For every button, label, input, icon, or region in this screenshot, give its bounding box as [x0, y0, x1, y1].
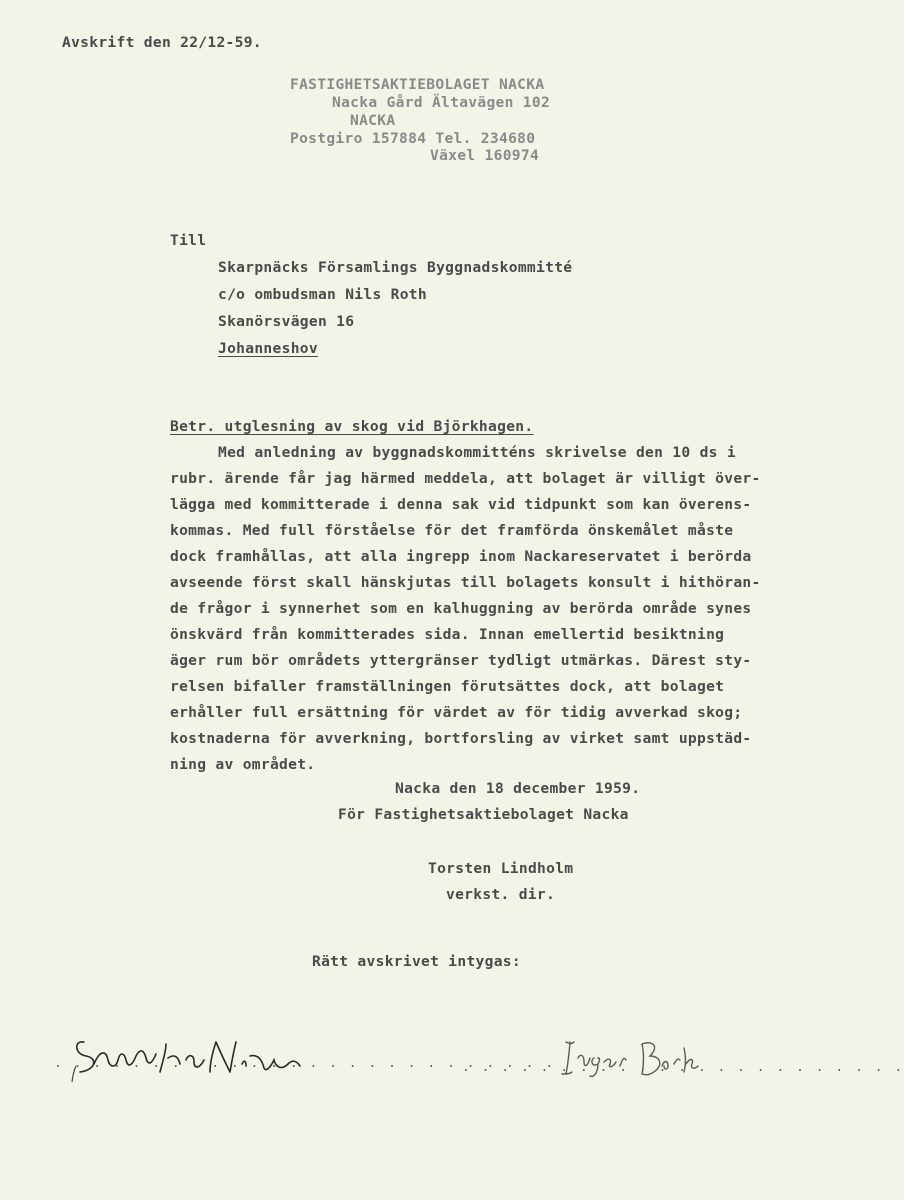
handwritten-signature-left: [70, 1020, 310, 1080]
body-line: äger rum bör områdets yttergränser tydligt utmärkas. Därest sty-: [170, 652, 752, 669]
body-line: de frågor i synnerhet som en kalhuggning av berörda område synes: [170, 600, 752, 617]
letterhead-postgiro-phone: Postgiro 157884 Tel. 234680: [290, 130, 536, 147]
signatory-name: Torsten Lindholm: [428, 860, 574, 877]
certification-line: Rätt avskrivet intygas:: [312, 953, 521, 970]
on-behalf-line: För Fastighetsaktiebolaget Nacka: [338, 806, 629, 823]
letterhead-exchange: Växel 160974: [430, 147, 540, 164]
recipient-line: Skarpnäcks Församlings Byggnadskommitté: [218, 259, 573, 276]
recipient-line: Skanörsvägen 16: [218, 313, 355, 330]
signature-line-left: . . . . . . . . . . . . . . . . . . . . . . . . . .: [54, 1056, 556, 1071]
signature-line-right: . . . . . . . . . . . . . . . . . . . . . . .: [462, 1060, 904, 1075]
body-line: önskvärd från kommitterades sida. Innan emellertid besiktning: [170, 626, 725, 643]
handwritten-signature-right: [560, 1030, 700, 1080]
transcript-date-note: Avskrift den 22/12-59.: [62, 34, 262, 51]
body-line: kostnaderna för avverkning, bortforsling av virket samt uppstäd-: [170, 730, 752, 747]
body-line: relsen bifaller framställningen förutsättes dock, att bolaget: [170, 678, 725, 695]
dateline: Nacka den 18 december 1959.: [395, 780, 641, 797]
recipient-city: Johanneshov: [218, 340, 318, 357]
signatory-title: verkst. dir.: [446, 886, 556, 903]
body-line: dock framhållas, att alla ingrepp inom Nackareservatet i berörda: [170, 548, 752, 565]
body-line: lägga med kommitterade i denna sak vid tidpunkt som kan överens-: [170, 496, 752, 513]
body-line: ning av området.: [170, 756, 316, 773]
recipient-line: c/o ombudsman Nils Roth: [218, 286, 427, 303]
letterhead-city: NACKA: [350, 112, 396, 129]
body-line: Med anledning av byggnadskommitténs skrivelse den 10 ds i: [218, 444, 736, 461]
letter-subject: Betr. utglesning av skog vid Björkhagen.: [170, 418, 534, 435]
recipient-to-label: Till: [170, 232, 207, 249]
body-line: erhåller full ersättning för värdet av för tidig avverkad skog;: [170, 704, 743, 721]
body-line: rubr. ärende får jag härmed meddela, att bolaget är villigt över-: [170, 470, 761, 487]
body-line: kommas. Med full förståelse för det framförda önskemålet måste: [170, 522, 734, 539]
letterhead-company: FASTIGHETSAKTIEBOLAGET NACKA: [290, 76, 545, 93]
body-line: avseende först skall hänskjutas till bolagets konsult i hithöran-: [170, 574, 761, 591]
letterhead-address: Nacka Gård Ältavägen 102: [332, 94, 551, 111]
